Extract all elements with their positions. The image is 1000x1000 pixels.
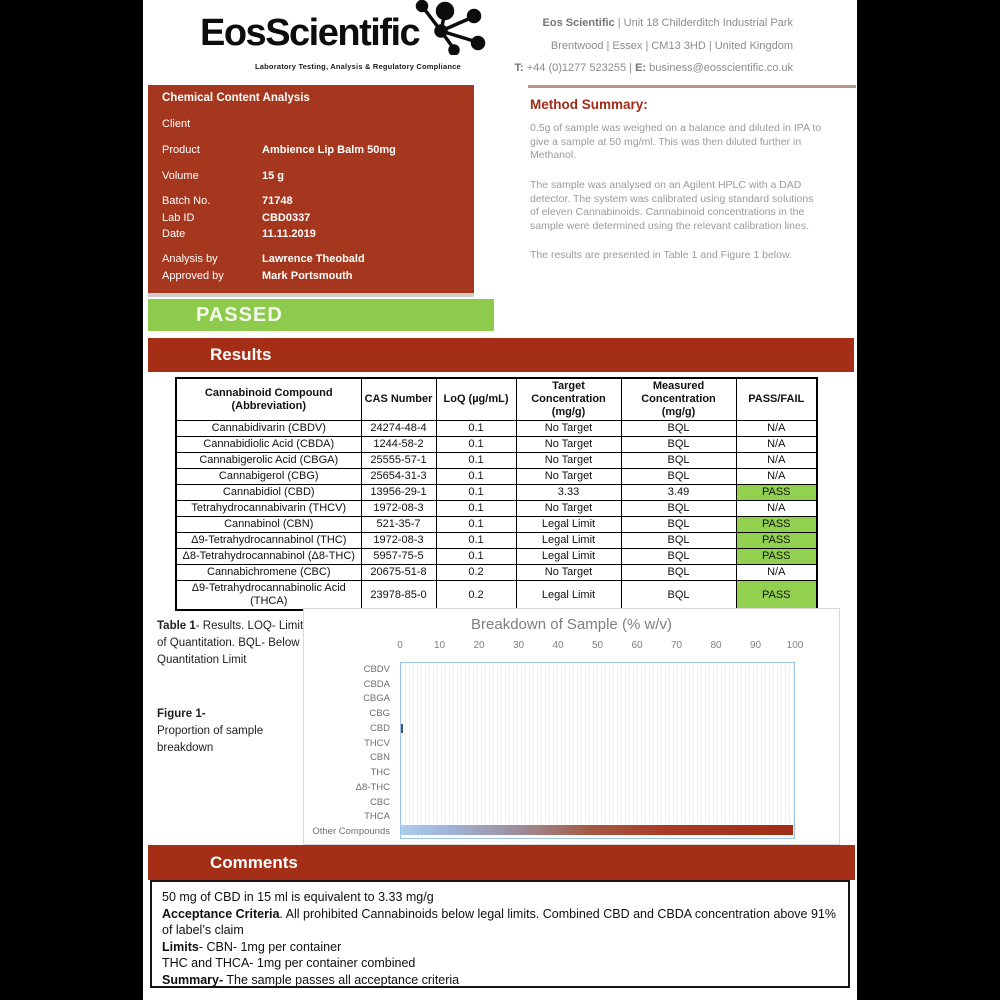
table-cell: Cannabichromene (CBC): [176, 565, 361, 581]
field-batch-no: [162, 195, 462, 207]
field-label: Analysis by: [162, 253, 218, 265]
field-label: Date: [162, 228, 186, 240]
field-value: Mark Portsmouth: [262, 270, 353, 282]
chart-category-axis: [304, 662, 395, 839]
table-cell: 0.1: [436, 421, 516, 437]
comment-text: - CBN- 1mg per container: [198, 939, 342, 954]
table-cell: 0.1: [436, 549, 516, 565]
x-tick: 100: [786, 640, 804, 651]
table-cell: 0.1: [436, 533, 516, 549]
results-section-banner: Results: [148, 338, 854, 372]
x-tick: 40: [552, 640, 564, 651]
table-cell: 5957-75-5: [361, 549, 436, 565]
phone-number: +44 (0)1277 523255 |: [523, 62, 636, 74]
table-cell: No Target: [516, 453, 621, 469]
table-row: [176, 533, 817, 549]
table-row: [176, 469, 817, 485]
passfail-cell: N/A: [736, 437, 817, 453]
logo-tagline: Laboratory Testing, Analysis & Regulatory Compliance: [255, 62, 461, 71]
category-label: CBDA: [363, 678, 390, 690]
header-divider: [528, 85, 856, 88]
table-cell: Cannabigerol (CBG): [176, 469, 361, 485]
chart-title: Breakdown of Sample (% w/v): [471, 616, 672, 633]
passfail-cell: PASS: [736, 485, 817, 501]
field-label: Approved by: [162, 270, 224, 282]
field-label: Client: [162, 118, 191, 130]
field-label: Batch No.: [162, 195, 211, 207]
table-cell: BQL: [621, 517, 736, 533]
x-tick: 20: [473, 640, 485, 651]
x-tick: 10: [433, 640, 446, 651]
table-cell: 0.1: [436, 485, 516, 501]
client-info-box: [148, 85, 474, 293]
table-cell: Cannabidivarin (CBDV): [176, 421, 361, 437]
logo-wordmark: EosScientific: [200, 12, 420, 54]
table-cell: Tetrahydrocannabivarin (THCV): [176, 501, 361, 517]
table-cell: No Target: [516, 437, 621, 453]
field-product: [162, 144, 462, 156]
field-approved-by: [162, 270, 462, 282]
table-cell: Δ9-Tetrahydrocannabinol (THC): [176, 533, 361, 549]
method-paragraph-3: The results are presented in Table 1 and Figure 1 below.: [530, 249, 792, 261]
category-label: THCV: [364, 737, 390, 749]
method-summary-title: Method Summary:: [530, 97, 648, 112]
table-cell: BQL: [621, 565, 736, 581]
table-cell: Cannabidiol (CBD): [176, 485, 361, 501]
table-cell: Cannabidiolic Acid (CBDA): [176, 437, 361, 453]
table-cell: BQL: [621, 437, 736, 453]
field-value: Ambience Lip Balm 50mg: [262, 144, 396, 156]
passfail-cell: PASS: [736, 581, 817, 611]
field-client: [162, 118, 462, 130]
contact-line-3: [498, 57, 793, 80]
table-row: [176, 437, 817, 453]
comment-bold: Summary-: [162, 972, 224, 987]
category-label: CBG: [369, 708, 390, 720]
contact-line-2: [498, 35, 793, 58]
table-cell: 20675-51-8: [361, 565, 436, 581]
table-cell: 0.1: [436, 453, 516, 469]
table-cell: 1972-08-3: [361, 501, 436, 517]
field-label: Lab ID: [162, 212, 195, 224]
x-tick: 90: [749, 640, 762, 651]
passfail-cell: PASS: [736, 533, 817, 549]
figure-caption: [157, 706, 312, 757]
table-row: [176, 453, 817, 469]
table-caption-label: Table 1: [157, 620, 196, 632]
table-row: [176, 581, 817, 611]
field-label: Product: [162, 144, 200, 156]
field-value: 15 g: [262, 170, 285, 182]
table-cell: Δ9-Tetrahydrocannabinolic Acid (THCA): [176, 581, 361, 611]
cbd-bar: [401, 724, 403, 733]
col-header-measured: Measured Concentration (mg/g): [621, 378, 736, 421]
email-address[interactable]: business@eosscientific.co.uk: [646, 62, 793, 74]
table-cell: BQL: [621, 549, 736, 565]
table-cell: No Target: [516, 565, 621, 581]
x-tick: 0: [397, 640, 403, 651]
phone-label: T:: [514, 62, 524, 74]
x-tick: 50: [591, 640, 604, 651]
method-paragraph-2: The sample was analysed on an Agilent HPLC with a DAD detector. The system was calibrated using standard solutions of eleven Cannabinoids. Cannabinoid concentrations in the sample were determined using the relevant calibration lines.: [530, 179, 814, 232]
table-cell: No Target: [516, 421, 621, 437]
passfail-cell: N/A: [736, 501, 817, 517]
comment-text: THC and THCA- 1mg per container combined: [162, 956, 416, 970]
category-label: CBC: [369, 796, 390, 808]
field-volume: [162, 170, 462, 182]
contact-line-1: [498, 12, 793, 35]
table-cell: 24274-48-4: [361, 421, 436, 437]
comment-line: [162, 955, 838, 972]
other-compounds-bar: [401, 825, 793, 835]
field-value: 71748: [262, 195, 293, 207]
comment-text: The sample passes all acceptance criteria: [223, 972, 460, 987]
field-lab-id: [162, 212, 462, 224]
field-date: [162, 228, 462, 240]
comments-box: [150, 880, 850, 988]
table-cell: 25654-31-3: [361, 469, 436, 485]
x-tick: 80: [710, 640, 722, 651]
table-caption-text: - Results. LOQ- Limit of Quantitation. BQL- Below Quantitation Limit: [157, 620, 304, 666]
table-cell: Cannabinol (CBN): [176, 517, 361, 533]
chart-plot-area: [400, 662, 795, 839]
table-cell: 0.1: [436, 437, 516, 453]
col-header-passfail: PASS/FAIL: [736, 378, 817, 421]
figure-caption-text: Proportion of sample breakdown: [157, 725, 264, 754]
passfail-cell: N/A: [736, 421, 817, 437]
contact-block: [498, 12, 793, 80]
table-cell: 13956-29-1: [361, 485, 436, 501]
field-value: Lawrence Theobald: [262, 253, 365, 265]
comment-text: . All prohibited Cannabinoids below legal limits. Combined CBD and CBDA concentration above 91% of label’s claim: [162, 906, 836, 937]
chart-x-axis: [397, 640, 804, 654]
table-cell: Legal Limit: [516, 517, 621, 533]
col-header-compound: Cannabinoid Compound (Abbreviation): [176, 378, 361, 421]
table-cell: Legal Limit: [516, 533, 621, 549]
comment-line: [162, 939, 838, 956]
report-page: [143, 0, 857, 1000]
table-cell: Legal Limit: [516, 581, 621, 611]
field-analysis-by: [162, 253, 462, 265]
x-tick: 60: [631, 640, 643, 651]
table-header-row: [176, 378, 817, 421]
comment-line: [162, 889, 838, 906]
table-cell: 1972-08-3: [361, 533, 436, 549]
col-header-loq: LoQ (µg/mL): [436, 378, 516, 421]
table-cell: 0.2: [436, 565, 516, 581]
category-label: CBDV: [363, 663, 390, 675]
field-value: CBD0337: [262, 212, 311, 224]
table-cell: BQL: [621, 453, 736, 469]
address-line: | Unit 18 Childerditch Industrial Park: [614, 17, 793, 29]
table-row: [176, 421, 817, 437]
table-cell: Cannabigerolic Acid (CBGA): [176, 453, 361, 469]
x-tick: 70: [670, 640, 683, 651]
table-row: [176, 485, 817, 501]
category-label: CBN: [369, 752, 390, 764]
figure-caption-label: Figure 1-: [157, 708, 206, 720]
comment-text: 50 mg of CBD in 15 ml is equivalent to 3.33 mg/g: [162, 890, 434, 904]
x-tick: 30: [512, 640, 525, 651]
category-label: THC: [370, 767, 390, 779]
table-cell: 23978-85-0: [361, 581, 436, 611]
table-cell: 0.1: [436, 469, 516, 485]
address-line: Brentwood | Essex | CM13 3HD | United Kingdom: [550, 39, 793, 52]
comment-line: [162, 906, 838, 939]
table-cell: 0.1: [436, 517, 516, 533]
passfail-cell: PASS: [736, 549, 817, 565]
table-cell: 3.33: [516, 485, 621, 501]
category-label: THCA: [364, 811, 390, 823]
field-label: Volume: [162, 170, 199, 182]
table-row: [176, 517, 817, 533]
table-cell: BQL: [621, 581, 736, 611]
table-cell: BQL: [621, 533, 736, 549]
table-row: [176, 549, 817, 565]
col-header-cas: CAS Number: [361, 378, 436, 421]
table-row: [176, 501, 817, 517]
table-cell: 25555-57-1: [361, 453, 436, 469]
method-paragraph-1: 0.5g of sample was weighed on a balance and diluted in IPA to give a sample at 50 mg/ml. This was then diluted further in Methanol.: [530, 122, 822, 161]
table-cell: BQL: [621, 501, 736, 517]
comment-line: [162, 972, 838, 989]
category-label: Δ8-THC: [355, 781, 390, 793]
passed-status-banner: PASSED: [148, 299, 494, 331]
field-value: 11.11.2019: [262, 228, 316, 240]
email-label: E:: [635, 62, 647, 74]
table-cell: No Target: [516, 501, 621, 517]
table-caption: [157, 618, 312, 669]
comment-bold: Limits: [162, 939, 199, 954]
passfail-cell: PASS: [736, 517, 817, 533]
table-cell: 1244-58-2: [361, 437, 436, 453]
passfail-cell: N/A: [736, 469, 817, 485]
molecule-logo-icon: [396, 0, 486, 55]
table-cell: Δ8-Tetrahydrocannabinol (Δ8-THC): [176, 549, 361, 565]
comment-bold: Acceptance Criteria: [162, 906, 280, 921]
passfail-cell: N/A: [736, 453, 817, 469]
breakdown-chart: [303, 608, 840, 845]
comments-section-banner: Comments: [148, 845, 855, 880]
table-cell: 3.49: [621, 485, 736, 501]
client-box-title: Chemical Content Analysis: [162, 92, 310, 104]
table-cell: BQL: [621, 421, 736, 437]
table-cell: 0.1: [436, 501, 516, 517]
table-cell: BQL: [621, 469, 736, 485]
col-header-target: Target Concentration (mg/g): [516, 378, 621, 421]
category-label: Other Compounds: [312, 826, 390, 838]
table-cell: 0.2: [436, 581, 516, 611]
results-table: [175, 377, 818, 611]
passfail-cell: N/A: [736, 565, 817, 581]
category-label: CBD: [369, 722, 390, 734]
table-cell: Legal Limit: [516, 549, 621, 565]
table-row: [176, 565, 817, 581]
company-name: Eos Scientific: [542, 17, 615, 29]
table-cell: No Target: [516, 469, 621, 485]
category-label: CBGA: [363, 693, 390, 705]
table-cell: 521-35-7: [361, 517, 436, 533]
